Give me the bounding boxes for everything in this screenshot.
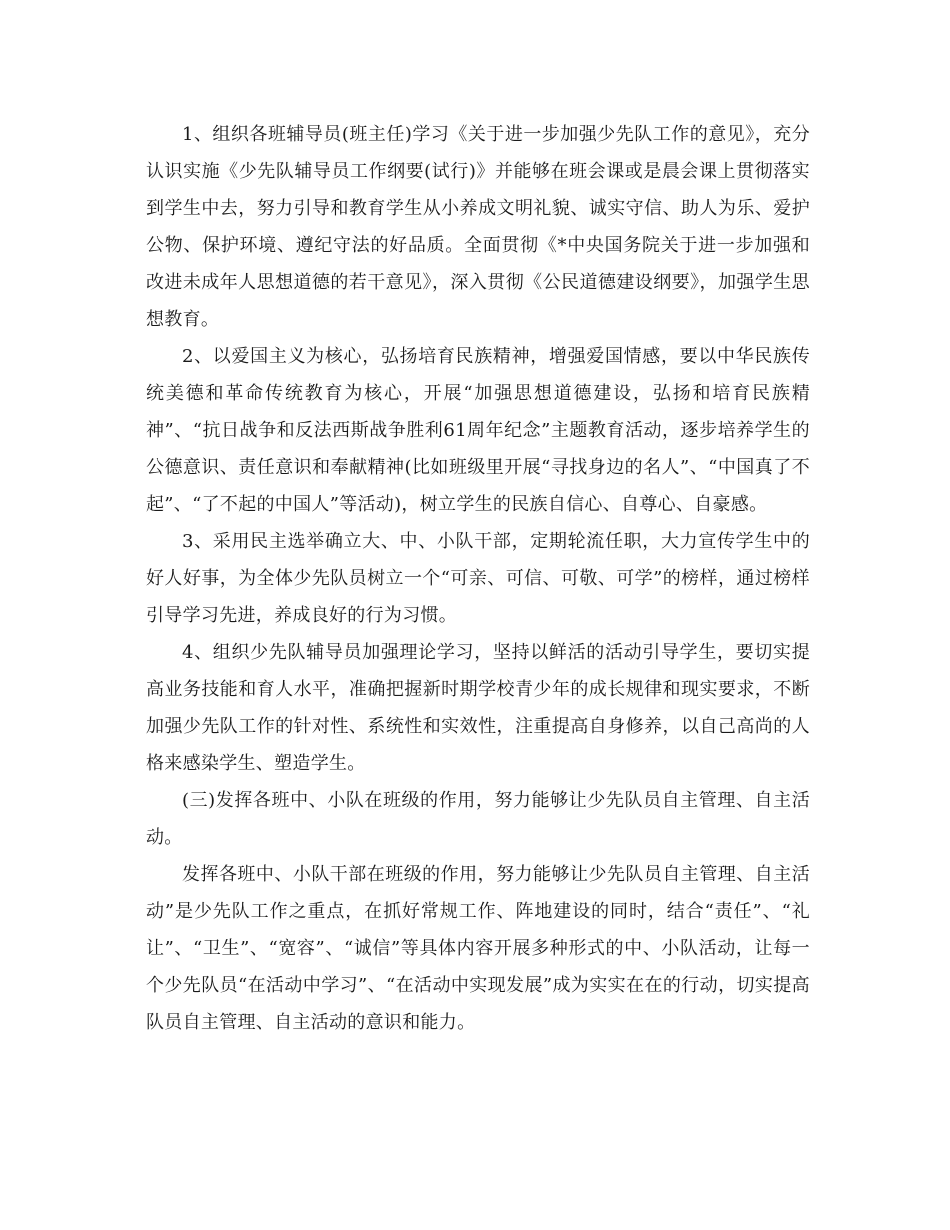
paragraph-1: 1、组织各班辅导员(班主任)学习《关于进一步加强少先队工作的意见》，充分认识实施《少先队辅导员工作纲要(试行)》并能够在班会课或是晨会课上贯彻落实到学生中去，努力引导和教育学生从小养成文明礼貌、诚实守信、助人为乐、爱护公物、保护环境、遵纪守法的好品质。全面贯彻《*中央国务院关于进一步加强和改进未成年人思想道德的若干意见》，深入贯彻《公民道德建设纲要》，加强学生思想教育。	[146, 124, 810, 330]
paragraph-3: 3、采用民主选举确立大、中、小队干部，定期轮流任职，大力宣传学生中的好人好事，为全体少先队员树立一个“可亲、可信、可敬、可学”的榜样，通过榜样引导学习先进，养成良好的行为习惯。	[146, 531, 810, 626]
paragraph-2: 2、以爱国主义为核心，弘扬培育民族精神，增强爱国情感，要以中华民族传统美德和革命传统教育为核心，开展“加强思想道德建设，弘扬和培育民族精神”、“抗日战争和反法西斯战争胜利61周年纪念”主题教育活动，逐步培养学生的公德意识、责任意识和奉献精神(比如班级里开展“寻找身边的名人”、“中国真了不起”、“了不起的中国人”等活动)，树立学生的民族自信心、自尊心、自豪感。	[146, 346, 810, 515]
section-heading-3: (三)发挥各班中、小队在班级的作用，努力能够让少先队员自主管理、自主活动。	[146, 790, 810, 848]
paragraph-4: 4、组织少先队辅导员加强理论学习，坚持以鲜活的活动引导学生，要切实提高业务技能和育人水平，准确把握新时期学校青少年的成长规律和现实要求，不断加强少先队工作的针对性、系统性和实效性，注重提高自身修养，以自己高尚的人格来感染学生、塑造学生。	[146, 642, 810, 774]
document-body	[146, 116, 810, 1041]
paragraph-5: 发挥各班中、小队干部在班级的作用，努力能够让少先队员自主管理、自主活动”是少先队工作之重点，在抓好常规工作、阵地建设的同时，结合“责任”、“礼让”、“卫生”、“宽容”、“诚信”等具体内容开展多种形式的中、小队活动，让每一个少先队员“在活动中学习”、“在活动中实现发展”成为实实在在的行动，切实提高队员自主管理、自主活动的意识和能力。	[146, 864, 810, 1033]
